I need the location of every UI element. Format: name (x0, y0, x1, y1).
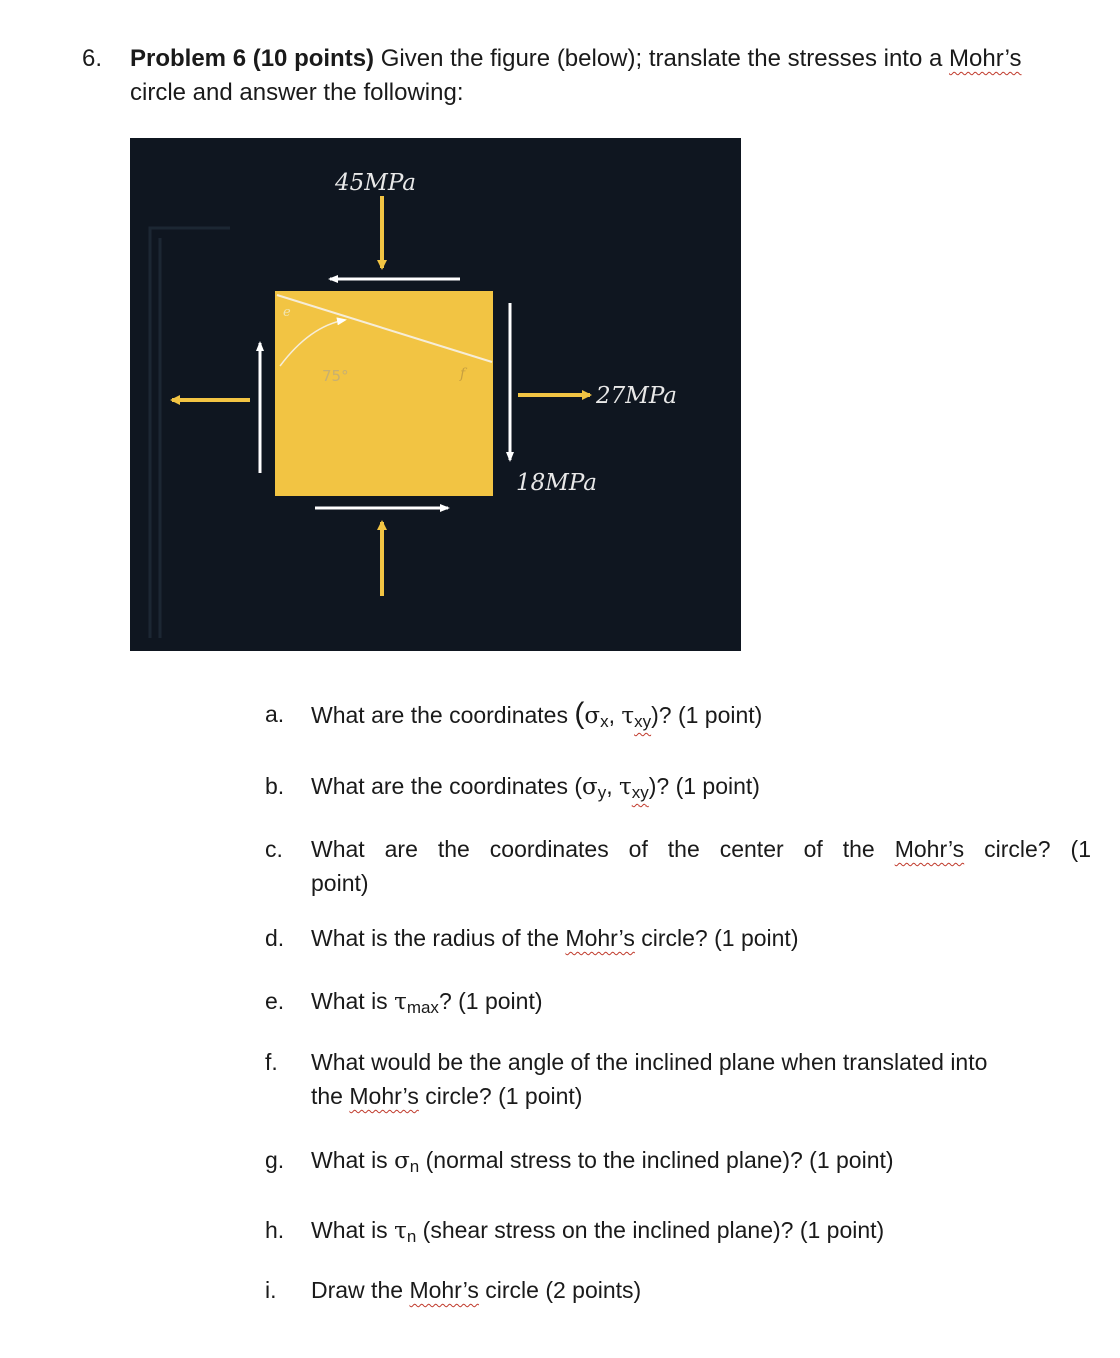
question-i-text: Draw the (311, 1277, 410, 1303)
paren-close: ) (651, 702, 659, 728)
question-d-points: circle? (1 point) (634, 925, 799, 951)
subscript-x: x (600, 712, 609, 731)
subscript-xy: xy (631, 783, 649, 802)
question-c-text-end: circle? (1 (964, 836, 1091, 862)
subscript-y: y (597, 783, 607, 802)
question-f (311, 1045, 1091, 1113)
question-e-label: e. (265, 988, 285, 1014)
question-g-text: What is (311, 1147, 395, 1173)
question-c-text: What are the coordinates of the center of the (311, 836, 895, 862)
question-b (311, 769, 1091, 810)
question-d-text: What is the radius of the (311, 925, 566, 951)
label-top-stress: 45MPa (335, 170, 416, 196)
problem-stem-text: Given the figure (below); translate the stresses into a (374, 45, 949, 72)
problem-stem (130, 42, 1090, 76)
mohr-word: Mohr’s (565, 925, 635, 951)
paren-open: ( (574, 697, 585, 730)
sigma-symbol: σ (394, 1148, 410, 1174)
question-g-label: g. (265, 1147, 285, 1173)
question-i-points: circle (2 points) (478, 1277, 642, 1303)
mohr-word: Mohr’s (949, 45, 1022, 72)
sigma-symbol: σ (584, 703, 601, 729)
question-f-points: circle? (1 point) (418, 1083, 583, 1109)
question-h-text: What is (311, 1217, 395, 1243)
question-i-label: i. (265, 1277, 277, 1303)
stress-element-square (275, 291, 493, 496)
question-g (311, 1143, 1091, 1184)
question-e (311, 984, 1091, 1025)
tau-symbol: τ (394, 1218, 407, 1244)
tau-symbol: τ (621, 703, 635, 729)
question-c (311, 832, 1091, 900)
label-angle: 75° (322, 367, 349, 385)
comma: , (606, 773, 620, 799)
mohr-word: Mohr’s (894, 836, 965, 862)
question-e-points: ? (1 point) (438, 988, 543, 1014)
comma: , (608, 702, 622, 728)
question-f-line1: What would be the angle of the inclined plane when translated into (311, 1049, 988, 1075)
question-i (311, 1273, 1091, 1307)
problem-number: 6. (82, 45, 103, 72)
question-c-label: c. (265, 836, 283, 862)
stress-element-figure (130, 138, 741, 651)
problem-stem-line2: circle and answer the following: (130, 79, 464, 106)
question-b-text: What are the coordinates ( (311, 773, 583, 799)
question-a-label: a. (265, 701, 285, 727)
tau-symbol: τ (619, 774, 632, 800)
label-right-stress: 27MPa (596, 383, 677, 409)
question-g-points: (normal stress to the inclined plane)? (1 point) (419, 1147, 894, 1173)
question-d-label: d. (265, 925, 285, 951)
question-a (311, 697, 1091, 739)
problem-title: Problem 6 (10 points) (130, 45, 375, 72)
question-h (311, 1213, 1091, 1254)
subscript-n: n (409, 1157, 420, 1176)
subscript-n: n (406, 1227, 417, 1246)
question-f-text: the (311, 1083, 350, 1109)
mohr-word: Mohr’s (409, 1277, 479, 1303)
question-f-label: f. (265, 1049, 278, 1075)
question-a-points: ? (1 point) (658, 702, 763, 728)
question-b-label: b. (265, 773, 285, 799)
question-e-text: What is (311, 988, 395, 1014)
mohr-word: Mohr’s (349, 1083, 419, 1109)
question-h-label: h. (265, 1217, 285, 1243)
question-d (311, 921, 1091, 955)
subscript-max: max (406, 998, 439, 1017)
question-c-line2: point) (311, 870, 369, 896)
label-f: f (460, 366, 466, 382)
question-b-points: )? (1 point) (648, 773, 760, 799)
question-a-text: What are the coordinates (311, 702, 575, 728)
question-h-points: (shear stress on the inclined plane)? (1 point) (416, 1217, 885, 1243)
sigma-symbol: σ (582, 774, 598, 800)
label-e: e (283, 305, 291, 320)
subscript-xy: xy (634, 712, 652, 731)
tau-symbol: τ (394, 989, 407, 1015)
label-shear-stress: 18MPa (516, 470, 597, 496)
